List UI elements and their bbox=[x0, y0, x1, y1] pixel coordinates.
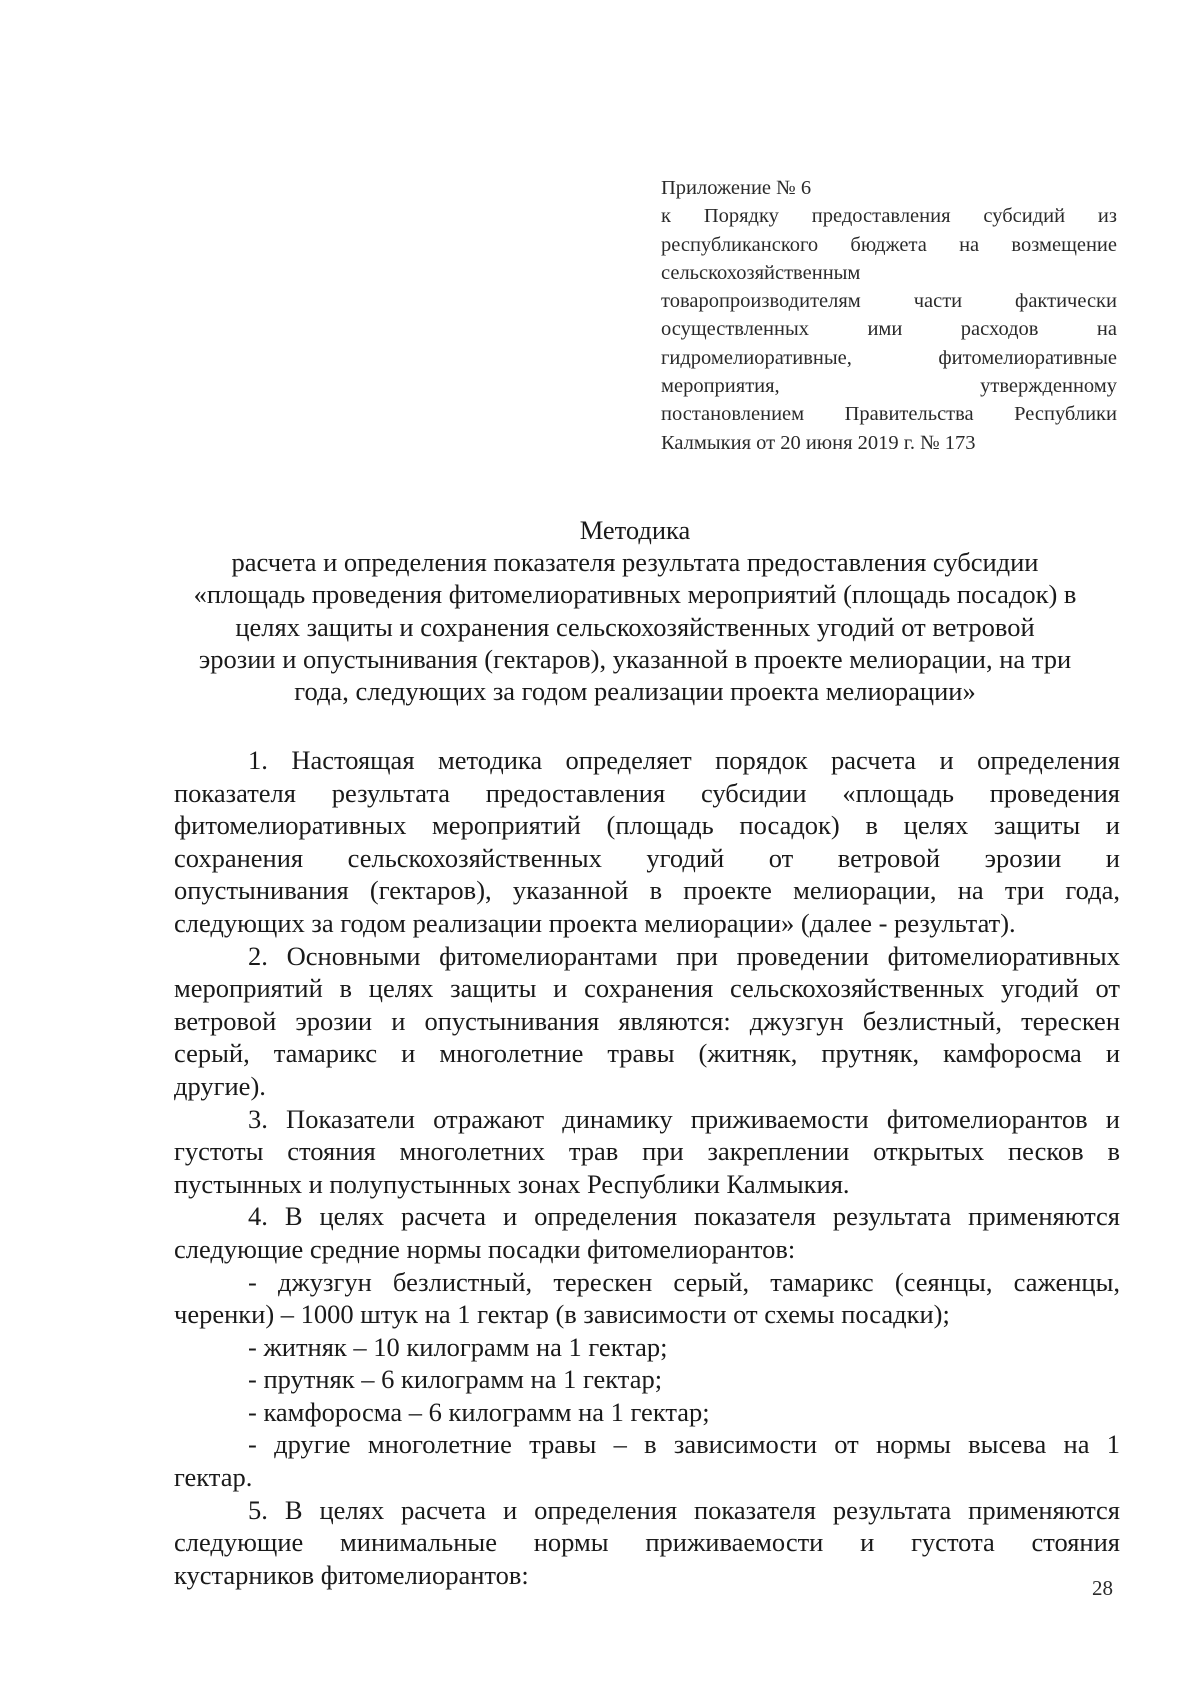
title-line: «площадь проведения фитомелиоративных мероприятий (площадь посадок) в bbox=[193, 579, 1077, 610]
body-line: - камфоросма – 6 килограмм на 1 гектар; bbox=[248, 1396, 710, 1427]
body-line: другие). bbox=[174, 1070, 266, 1101]
title-heading: Методика bbox=[579, 515, 691, 545]
title-line: года, следующих за годом реализации проекта мелиорации» bbox=[294, 676, 976, 707]
appendix-line: Калмыкия от 20 июня 2019 г. № 173 bbox=[661, 431, 976, 454]
title-line: расчета и определения показателя результата предоставления субсидии bbox=[231, 547, 1039, 578]
body-line: сохранения сельскохозяйственных угодий от ветровой эрозии и bbox=[174, 842, 1120, 873]
body-line: мероприятий в целях защиты и сохранения сельскохозяйственных угодий от bbox=[174, 973, 1120, 1004]
body-line: кустарников фитомелиорантов: bbox=[174, 1559, 529, 1590]
body-line: показателя результата предоставления субсидии «площадь проведения bbox=[174, 777, 1120, 808]
body-line: опустынивания (гектаров), указанной в проекте мелиорации, на три года, bbox=[174, 875, 1120, 906]
body-line: черенки) – 1000 штук на 1 гектар (в зависимости от схемы посадки); bbox=[174, 1299, 950, 1330]
body-line: - житняк – 10 килограмм на 1 гектар; bbox=[248, 1331, 668, 1362]
document-body bbox=[174, 744, 1120, 1591]
title-line: целях защиты и сохранения сельскохозяйственных угодий от ветровой bbox=[235, 611, 1035, 642]
document-title bbox=[150, 514, 1120, 707]
body-line: 5. В целях расчета и определения показателя результата применяются bbox=[248, 1494, 1120, 1525]
body-line: густоты стояния многолетних трав при закреплении открытых песков в bbox=[174, 1136, 1120, 1167]
body-line: - другие многолетние травы – в зависимости от нормы высева на 1 bbox=[248, 1429, 1120, 1460]
body-line: гектар. bbox=[174, 1462, 253, 1493]
body-line: следующие средние нормы посадки фитомелиорантов: bbox=[174, 1233, 796, 1264]
appendix-line: сельскохозяйственным bbox=[661, 261, 861, 284]
body-line: 3. Показатели отражают динамику приживаемости фитомелиорантов и bbox=[248, 1103, 1120, 1134]
appendix-line: республиканского бюджета на возмещение bbox=[661, 233, 1117, 256]
body-line: - прутняк – 6 килограмм на 1 гектар; bbox=[248, 1364, 663, 1395]
body-line: пустынных и полупустынных зонах Республики Калмыкия. bbox=[174, 1168, 850, 1199]
body-line: следующих за годом реализации проекта мелиорации» (далее - результат). bbox=[174, 907, 1016, 938]
title-line: эрозии и опустынивания (гектаров), указанной в проекте мелиорации, на три bbox=[198, 643, 1072, 674]
body-line: следующие минимальные нормы приживаемости и густота стояния bbox=[174, 1527, 1120, 1558]
appendix-line: Приложение № 6 bbox=[661, 177, 812, 199]
body-line: фитомелиоративных мероприятий (площадь посадок) в целях защиты и bbox=[174, 810, 1120, 841]
appendix-line: к Порядку предоставления субсидий из bbox=[661, 205, 1117, 228]
body-line: ветровой эрозии и опустынивания являются: джузгун безлистный, терескен bbox=[174, 1005, 1120, 1036]
appendix-line: постановлением Правительства Республики bbox=[661, 403, 1117, 426]
body-line: 4. В целях расчета и определения показателя результата применяются bbox=[248, 1201, 1120, 1232]
appendix-line: гидромелиоративные, фитомелиоративные bbox=[661, 346, 1117, 369]
body-line: - джузгун безлистный, терескен серый, тамарикс (сеянцы, саженцы, bbox=[248, 1266, 1120, 1297]
appendix-line: товаропроизводителям части фактически bbox=[661, 290, 1117, 313]
page-number: 28 bbox=[1092, 1576, 1113, 1600]
appendix-line: мероприятия, утвержденному bbox=[661, 375, 1117, 398]
body-line: серый, тамарикс и многолетние травы (житняк, прутняк, камфоросма и bbox=[174, 1038, 1120, 1069]
body-line: 2. Основными фитомелиорантами при проведении фитомелиоративных bbox=[248, 940, 1120, 971]
appendix-header bbox=[661, 174, 1117, 457]
body-line: 1. Настоящая методика определяет порядок расчета и определения bbox=[248, 745, 1120, 775]
appendix-line: осуществленных ими расходов на bbox=[661, 318, 1117, 341]
